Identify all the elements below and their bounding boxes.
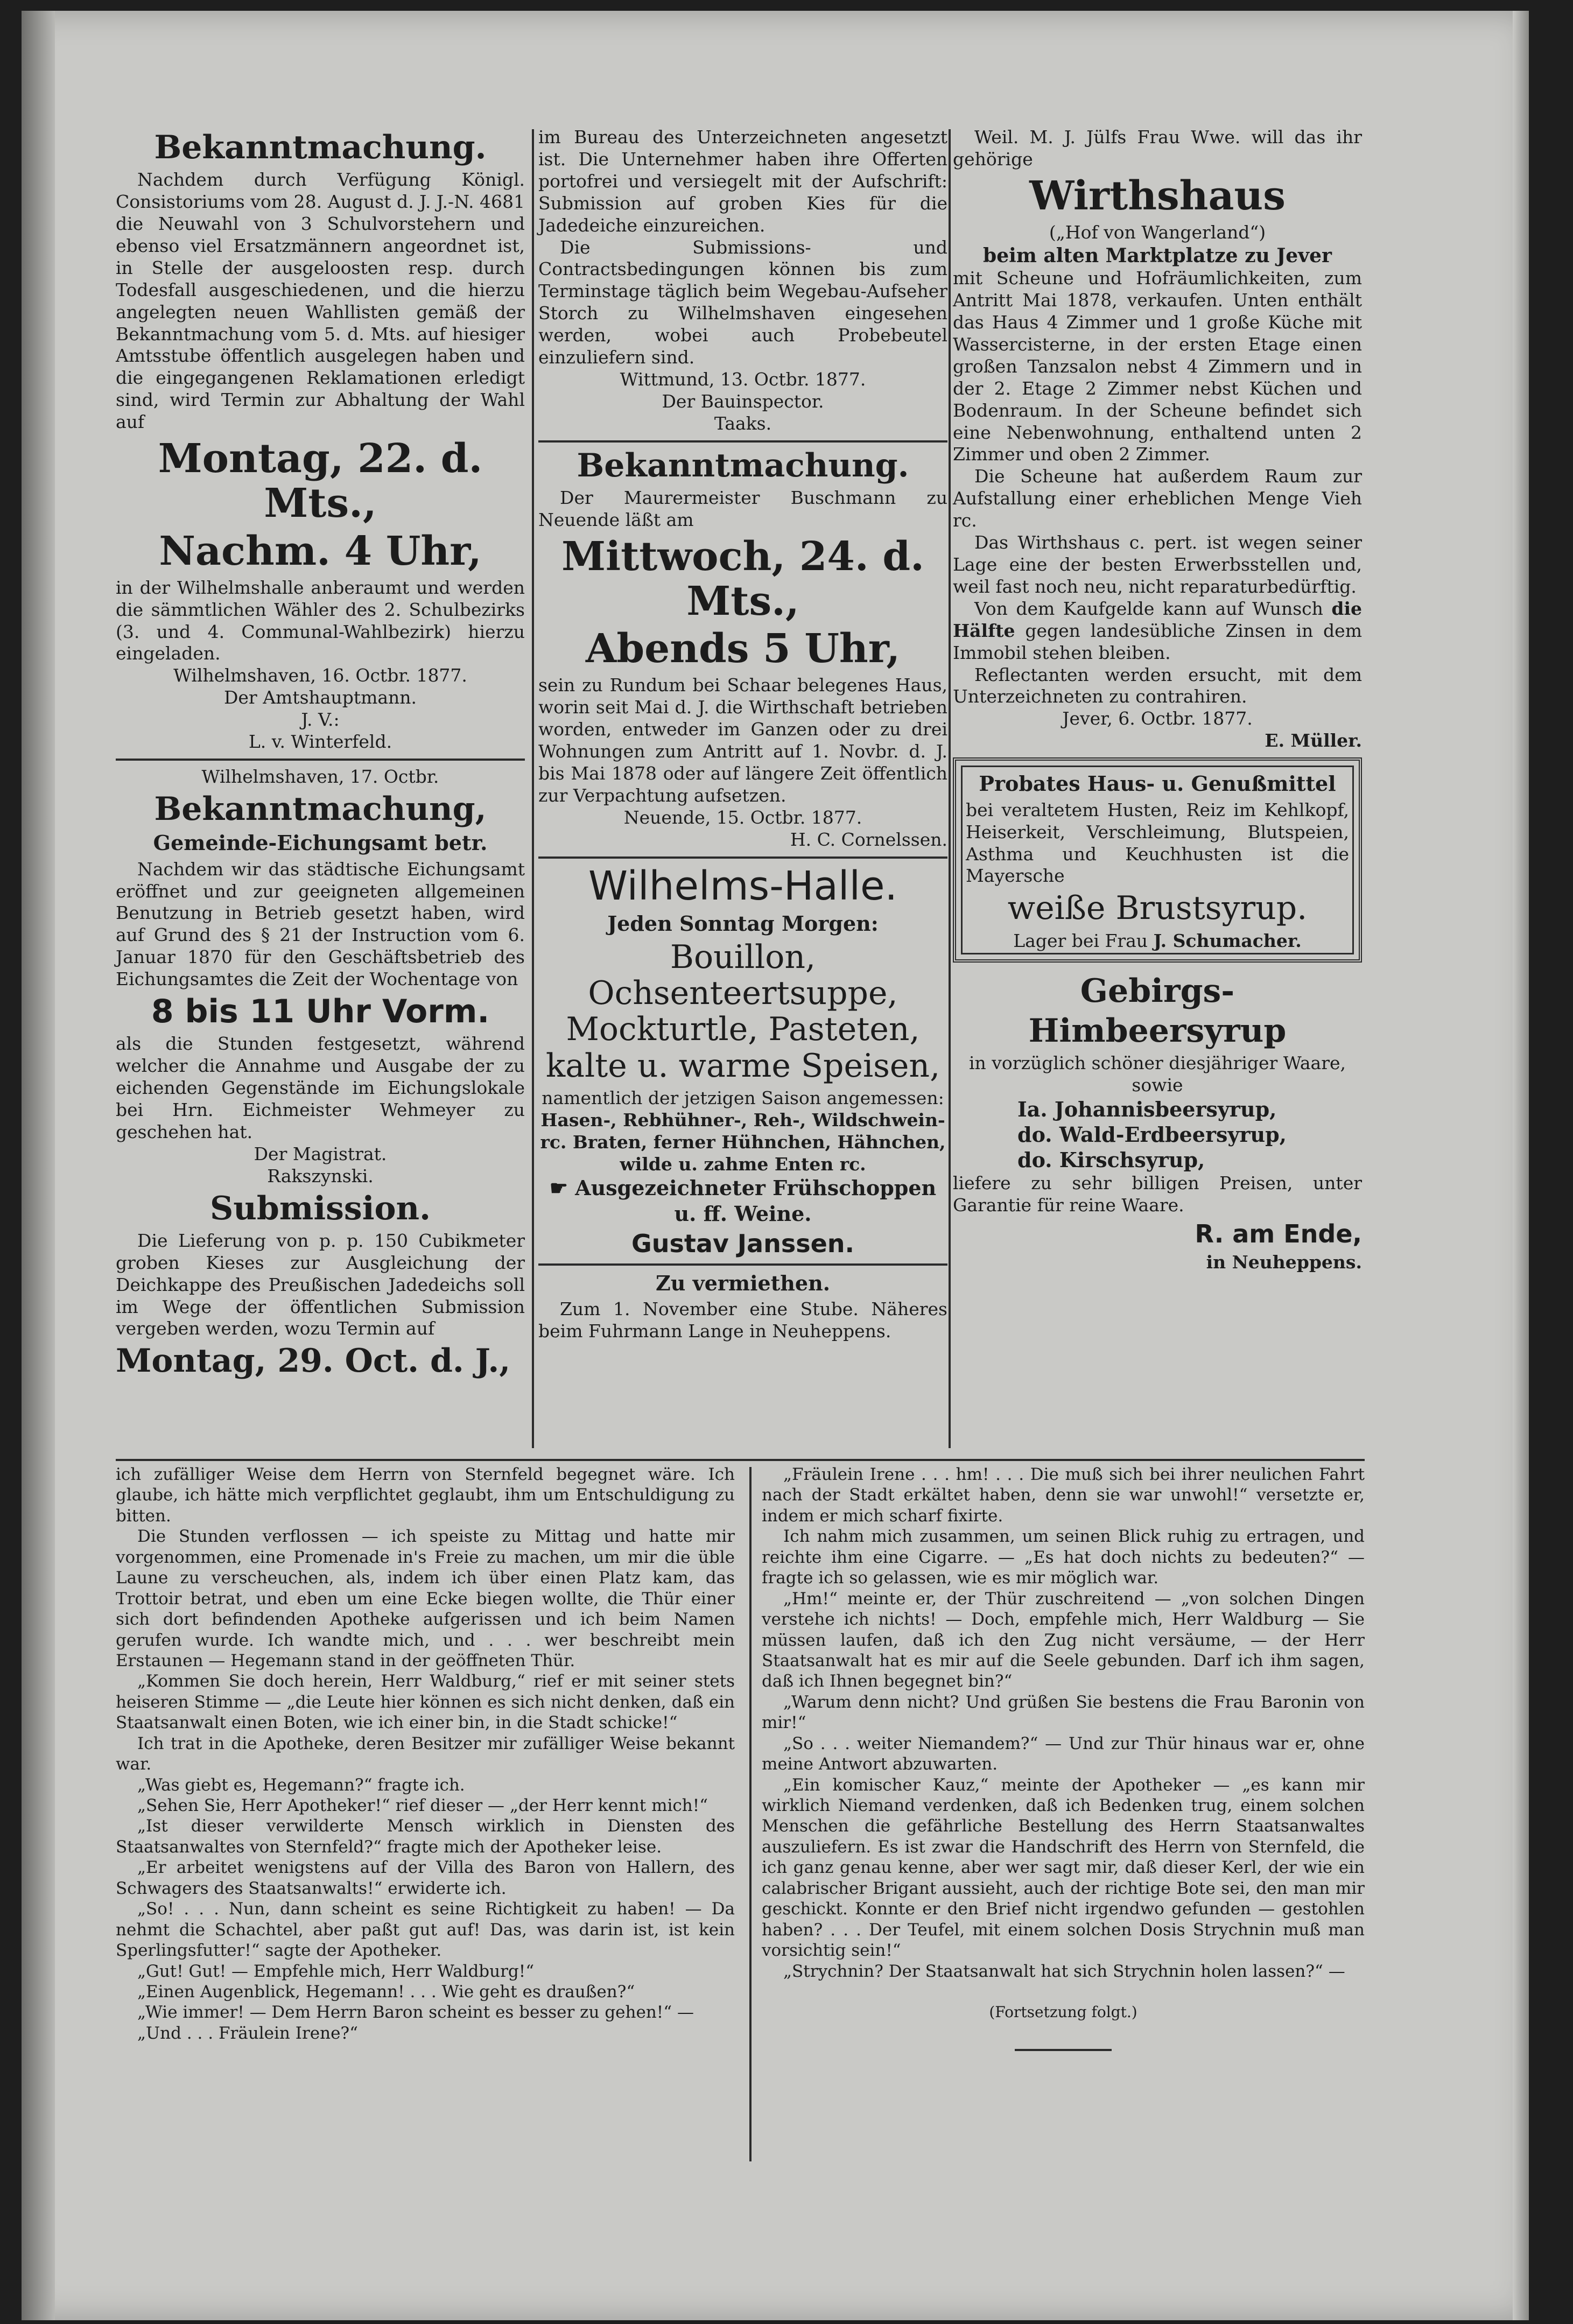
- ad-place-date: Jever, 6. Octbr. 1877.: [1062, 708, 1253, 729]
- section-divider: [116, 1459, 1365, 1461]
- ad-himbeersyrup: [953, 973, 1362, 1273]
- ad-heading: Submission.: [209, 1189, 431, 1227]
- ad-highlight: [538, 1175, 947, 1226]
- ad-time-big: 8 bis 11 Uhr Vorm.: [151, 993, 490, 1031]
- story-paragraph: „Ein komischer Kauz,“ meinte der Apotheker — „es kann mir wirklich Niemand verdenken, daß ich Bedenken trug, einem solchen Menschen die gefährliche Bestellung des Herrn Staatsanwaltes auszuliefern. Es ist zwar die Handschrift des Herrn von Sternfeld, die ich ganz genau kenne, aber wer sagt mir, daß dieser Kerl, der wie ein calabrischer Brigant aussieht, auch der richtige Bote sei, den man mir geschickt. Konnte er den Brief nicht irgendwo gefunden — gestohlen haben? . . . Der Teufel, mit einem solchen Dosis Strychnin muß man vorsichtig sein!“: [762, 1775, 1365, 1961]
- story-paragraph: „Fräulein Irene . . . hm! . . . Die muß sich bei ihrer neulichen Fahrt nach der Stadt erkältet haben, denn sie war unwohl!“ versetzte er, indem er mich scharf fixirte.: [762, 1465, 1365, 1526]
- column-middle: [538, 127, 947, 1343]
- story-paragraph: „Sehen Sie, Herr Apotheker!“ rief dieser — „der Herr kennt mich!“: [137, 1796, 708, 1815]
- ad-body: sein zu Rundum bei Schaar belegenes Haus, worin seit Mai d. J. die Wirthschaft betrieben worden, entweder im Ganzen oder zu drei Wohnungen zum Antritt auf 1. Novbr. d. J. bis Mai 1878 oder auf längere Zeit öffentlich zur Verpachtung aufsetzen.: [538, 675, 947, 806]
- ad-highlight-text: Ausgezeichneter Frühschoppen u. ff. Weine.: [575, 1176, 937, 1226]
- ad-body: in der Wilhelmshalle anberaumt und werden die sämmtlichen Wähler des 2. Schulbezirks (3. und 4. Communal-Wahlbezirk) hierzu eingeladen.: [116, 577, 525, 664]
- ad-menu-big: Bouillon, Ochsenteertsuppe, Mockturtle, Pasteten, kalte u. warme Speisen,: [545, 938, 940, 1085]
- ad-body-text: Von dem Kaufgelde kann auf Wunsch: [974, 598, 1323, 619]
- story-paragraph: Die Stunden verflossen — ich speiste zu Mittag und hatte mir vorgenommen, eine Promenade in's Freie zu machen, um mir die üble Laune zu verscheuchen, als, indem ich über einen Platz kam, das Trottoir betrat, und eben um eine Ecke biegen wollte, die Thür einer sich dort befindenden Apotheke aufgerissen und ich beim Namen gerufen wurde. Ich wandte mich, und . . . wer beschreibt mein Erstaunen — Hegemann stand in der geöffneten Thür.: [116, 1527, 735, 1670]
- ad-body: in vorzüglich schöner diesjähriger Waare, sowie: [968, 1052, 1346, 1096]
- ad-stock: [966, 930, 1349, 952]
- ad-body: Das Wirthshaus c. pert. ist wegen seiner Lage eine der besten Erwerbsstellen und, weil fast noch neu, nicht reparaturbedürftig.: [953, 532, 1362, 597]
- story-paragraph: „So! . . . Nun, dann scheint es seine Richtigkeit zu haben! — Da nehmt die Schachtel, aber paßt gut auf! Das, was darin ist, ist kein Sperlingsfutter!“ sagte der Apotheker.: [116, 1899, 735, 1961]
- ad-body: Nachdem durch Verfügung Königl. Consistoriums vom 28. August d. J. J.-N. 4681 die Neuwahl von 3 Schulvorstehern und ebenso viel Ersatzmännern angeordnet ist, in Stelle der ausgeloosten resp. durch Todesfall ausgeschiedenen, und die hierzu angelegten neuen Wahllisten gemäß der Bekanntmachung vom 5. d. Mts. auf hiesiger Amtsstube öffentlich ausgelegen haben und die eingegangenen Reklamationen erledigt sind, wird Termin zur Abhaltung der Wahl auf: [116, 169, 525, 433]
- ad-brustsyrup-box: [953, 757, 1362, 963]
- ad-item: do. Kirschsyrup,: [1017, 1147, 1205, 1172]
- story-paragraph: „Er arbeitet wenigstens auf der Villa des Baron von Hallern, des Schwagers des Staatsanwalts!“ erwiderte ich.: [116, 1858, 735, 1898]
- ad-body-bold: Hasen-, Rebhühner-, Reh-, Wildschwein- rc. Braten, ferner Hühnchen, Hähnchen, wilde u. zahme Enten rc.: [540, 1109, 946, 1175]
- ad-office: Der Bauinspector.: [662, 390, 824, 412]
- ad-body: Zum 1. November eine Stube. Näheres beim Fuhrmann Lange in Neuheppens.: [538, 1298, 947, 1342]
- ad-heading: Wilhelms-Halle.: [588, 862, 898, 909]
- story-column-right: [762, 1464, 1365, 2051]
- ad-submission: [116, 1191, 525, 1380]
- story-paragraph: „Und . . . Fräulein Irene?“: [137, 2023, 358, 2043]
- ad-time-big: Abends 5 Uhr,: [585, 626, 901, 672]
- ad-wilhelms-halle: [538, 864, 947, 1258]
- ad-signature: E. Müller.: [1265, 730, 1362, 752]
- ad-body: im Bureau des Unterzeichneten angesetzt ist. Die Unternehmer haben ihre Offerten portofrei und versiegelt mit der Aufschrift: Submission auf groben Kies für die Jadedeiche einzureichen.: [538, 127, 947, 236]
- story-paragraph: „Strychnin? Der Staatsanwalt hat sich Strychnin holen lassen?“ —: [783, 1961, 1345, 1981]
- ad-heading: Bekanntmachung.: [154, 129, 487, 166]
- ad-body: mit Scheune und Hofräumlichkeiten, zum Antritt Mai 1878, verkaufen. Unten enthält das Haus 4 Zimmer und 1 große Küche mit Wassercisterne, in der ersten Etage einen großen Tanzsalon nebst 4 Zimmern und in der 2. Etage 2 Zimmer nebst Küchen und Bodenraum. In der Scheune befindet sich eine Nebenwohnung, enthaltend unten 2 Zimmer und oben 2 Zimmer.: [953, 268, 1362, 465]
- ad-heading: Bekanntmachung.: [577, 446, 909, 485]
- ad-location: beim alten Marktplatze zu Jever: [983, 244, 1332, 267]
- ad-body: Die Scheune hat außerdem Raum zur Aufstallung einer erheblichen Menge Vieh rc.: [953, 466, 1362, 531]
- ad-heading: Himbeersyrup: [1028, 1012, 1287, 1050]
- ad-divider: [538, 440, 947, 443]
- story-end-rule: [1015, 2049, 1112, 2051]
- ad-office: Der Amtshauptmann.: [223, 687, 417, 708]
- ad-divider: [116, 759, 525, 761]
- ad-place-date: Wittmund, 13. Octbr. 1877.: [620, 368, 866, 390]
- ad-place-date: Wilhelmshaven, 16. Octbr. 1877.: [173, 665, 467, 686]
- story-continuation-note: (Fortsetzung folgt.): [989, 2003, 1137, 2021]
- ad-body: liefere zu sehr billigen Preisen, unter Garantie für reine Waare.: [953, 1172, 1362, 1216]
- ad-intro: Weil. M. J. Jülfs Frau Wwe. will das ihr gehörige: [953, 127, 1362, 170]
- ad-subheading: Jeden Sonntag Morgen:: [607, 911, 879, 936]
- ad-bekanntmachung-schulwahl: [116, 130, 525, 753]
- ad-item-list: [953, 1097, 1362, 1172]
- ad-body: Nachdem wir das städtische Eichungsamt eröffnet und zur geeigneten allgemeinen Benutzung in Betrieb gesetzt haben, wird auf Grund des § 21 der Instruction vom 6. Januar 1870 für den Geschäftsbetrieb des Eichungsamtes die Zeit der Wochentage von: [116, 858, 525, 990]
- story-paragraph: „Kommen Sie doch herein, Herr Waldburg,“ rief er mit seiner stets heiseren Stimme — „die Leute hier können es sich nicht denken, daß ein Staatsanwalt einen Boten, wie ich einer bin, in die Stadt schicke!“: [116, 1672, 735, 1733]
- story-paragraph: „Warum denn nicht? Und grüßen Sie bestens die Frau Baronin von mir!“: [762, 1692, 1365, 1733]
- ad-body-text: gegen landesübliche Zinsen in dem Immobil stehen bleiben.: [953, 620, 1362, 663]
- ad-body: Reflectanten werden ersucht, mit dem Unterzeichneten zu contrahiren.: [953, 664, 1362, 707]
- story-column-left: [116, 1464, 735, 2044]
- ad-wirthshaus: [953, 127, 1362, 752]
- ad-heading: Wirthshaus: [1029, 172, 1286, 219]
- story-paragraph: Ich trat in die Apotheke, deren Besitzer mir zufälliger Weise bekannt war.: [116, 1733, 735, 1774]
- ad-signature: Rakszynski.: [267, 1165, 374, 1186]
- ad-bekanntmachung-verpachtung: [538, 448, 947, 851]
- ad-date-big: Montag, 29. Oct. d. J.,: [116, 1342, 511, 1380]
- ad-heading: Zu vermiethen.: [656, 1270, 830, 1295]
- story-paragraph: „Ist dieser verwilderte Mensch wirklich in Diensten des Staatsanwaltes von Sternfeld?“ fragte mich der Apotheker leise.: [116, 1816, 735, 1857]
- ad-item: do. Wald-Erdbeersyrup,: [1017, 1122, 1287, 1147]
- column-right: [953, 127, 1362, 1274]
- story-paragraph: „Hm!“ meinte er, der Thür zuschreitend — „von solchen Dingen verstehe ich nichts! — Doch, empfehle mich, Herr Waldburg — Sie müssen laufen, daß ich den Zug nicht versäume, — der Herr Staatsanwalt hat es mir auf die Seele gebunden. Darf ich ihm sagen, daß ich Ihnen begegnet bin?“: [762, 1589, 1365, 1691]
- ad-dateline: Wilhelmshaven, 17. Octbr.: [201, 766, 439, 787]
- ad-date-big: Mittwoch, 24. d. Mts.,: [561, 533, 924, 624]
- pointing-hand-icon: ☛: [549, 1176, 568, 1200]
- ad-body-bold: die Hälfte: [953, 598, 1362, 641]
- ad-signature: L. v. Winterfeld.: [248, 731, 392, 753]
- column-left: [116, 127, 525, 1383]
- ad-submission-continued: [538, 127, 947, 435]
- ad-product: weiße Brustsyrup.: [1007, 889, 1308, 928]
- ad-body: Die Lieferung von p. p. 150 Cubikmeter groben Kieses zur Ausgleichung der Deichkappe des Preußischen Jadedeichs soll im Wege der öffentlichen Submission vergeben werden, wozu Termin auf: [116, 1230, 525, 1339]
- story-paragraph: ich zufälliger Weise dem Herrn von Sternfeld begegnet wäre. Ich glaube, ich hätte mich verpflichtet geglaubt, ihm um Entschuldigung zu bitten.: [116, 1465, 735, 1526]
- ad-signature: H. C. Cornelssen.: [790, 829, 947, 850]
- ad-signature: Gustav Janssen.: [631, 1228, 854, 1258]
- story-paragraph: „Einen Augenblick, Hegemann! . . . Wie geht es draußen?“: [137, 1982, 635, 2002]
- ad-subheading: („Hof von Wangerland“): [1049, 221, 1266, 243]
- ad-time-big: Nachm. 4 Uhr,: [159, 528, 482, 574]
- column-rule: [749, 1467, 752, 2161]
- ad-heading: Bekanntmachung,: [154, 790, 487, 828]
- column-rule: [949, 129, 951, 1448]
- story-paragraph: „Wie immer! — Dem Herrn Baron scheint es besser zu gehen!“ —: [137, 2003, 694, 2023]
- ad-zu-vermiethen: [538, 1271, 947, 1343]
- story-paragraph: „Gut! Gut! — Empfehle mich, Herr Waldburg!“: [137, 1961, 535, 1981]
- ad-date-big: Montag, 22. d. Mts.,: [158, 436, 483, 526]
- page-binding-shadow: [22, 11, 55, 2320]
- page-edge-shadow: [1513, 11, 1529, 2320]
- ad-signature: R. am Ende,: [1195, 1219, 1362, 1248]
- ad-body: [953, 598, 1362, 664]
- ad-body: bei veraltetem Husten, Reiz im Kehlkopf, Heiserkeit, Verschleimung, Blutspeien, Asthma und Keuchhusten ist die Mayersche: [966, 799, 1349, 887]
- ad-subheading: Gemeinde-Eichungsamt betr.: [153, 831, 488, 855]
- ad-office: Der Magistrat.: [254, 1143, 387, 1164]
- story-paragraph: „So . . . weiter Niemandem?“ — Und zur Thür hinaus war er, ohne meine Antwort abzuwarten.: [762, 1733, 1365, 1774]
- ad-heading: Gebirgs-: [1080, 972, 1235, 1010]
- ad-divider: [538, 1263, 947, 1266]
- ad-body: als die Stunden festgesetzt, während welcher die Annahme und Ausgabe der zu eichenden Gegenstände im Eichungslokale bei Hrn. Eichmeister Wehmeyer zu geschehen hat.: [116, 1033, 525, 1142]
- ad-pp: J. V.:: [301, 709, 340, 731]
- ad-signature: Taaks.: [714, 412, 772, 434]
- ad-eichungsamt: [116, 766, 525, 1188]
- ad-place-date: Neuende, 15. Octbr. 1877.: [623, 806, 862, 828]
- ad-body: Die Submissions- und Contractsbedingungen können bis zum Terminstage täglich beim Wegebau-Aufseher Storch zu Wilhelmshaven eingesehen werden, wobei auch Probebeutel einzuliefern sind.: [538, 236, 947, 368]
- story-paragraph: „Was giebt es, Hegemann?“ fragte ich.: [137, 1775, 465, 1795]
- ad-stock-name: J. Schumacher.: [1153, 930, 1302, 951]
- column-rule: [532, 129, 534, 1448]
- ad-place: in Neuheppens.: [1206, 1251, 1362, 1273]
- ad-item: Ia. Johannisbeersyrup,: [1017, 1097, 1277, 1121]
- story-paragraph: Ich nahm mich zusammen, um seinen Blick ruhig zu ertragen, und reichte ihm eine Cigarre. — „Es hat doch nichts zu bedeuten?“ — fragte ich so gelassen, wie es mir möglich war.: [762, 1527, 1365, 1588]
- ad-heading: Probates Haus- u. Genußmittel: [979, 771, 1336, 796]
- ad-body: namentlich der jetzigen Saison angemessen:: [542, 1087, 944, 1108]
- ad-body: Der Maurermeister Buschmann zu Neuende läßt am: [538, 487, 947, 530]
- ad-divider: [538, 856, 947, 859]
- ad-stock-text: Lager bei Frau: [1013, 930, 1148, 951]
